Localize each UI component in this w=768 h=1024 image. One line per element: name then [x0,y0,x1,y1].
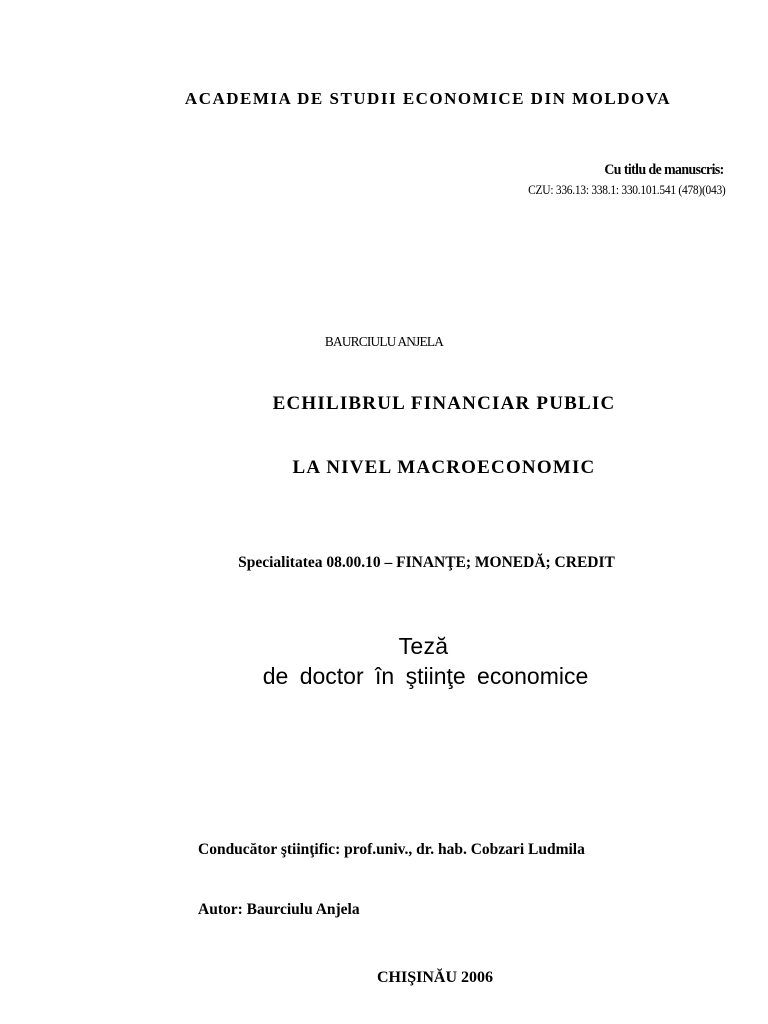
thesis-type-line-1: Teză [398,633,449,659]
author-name-top: BAURCIULU ANJELA [324,335,444,350]
scientific-supervisor: Conducător ştiinţific: prof.univ., dr. hab. Cobzari Ludmila [198,841,585,858]
manuscript-label: Cu titlu de manuscris: [604,162,724,178]
place-and-year: CHIŞINĂU 2006 [376,969,493,986]
thesis-title-line-2: LA NIVEL MACROECONOMIC [292,457,596,478]
czu-code: CZU: 336.13: 338.1: 330.101.541 (478)(043) [527,183,725,197]
specialty-line: Specialitatea 08.00.10 – FINANŢE; MONEDĂ; CREDIT [238,554,615,571]
thesis-title-line-1: ECHILIBRUL FINANCIAR PUBLIC [272,393,616,414]
author-line: Autor: Baurciulu Anjela [198,901,360,918]
institution-header: ACADEMIA DE STUDII ECONOMICE DIN MOLDOVA [184,89,672,108]
thesis-type-line-2: de doctor în ştiinţe economice [262,663,589,689]
